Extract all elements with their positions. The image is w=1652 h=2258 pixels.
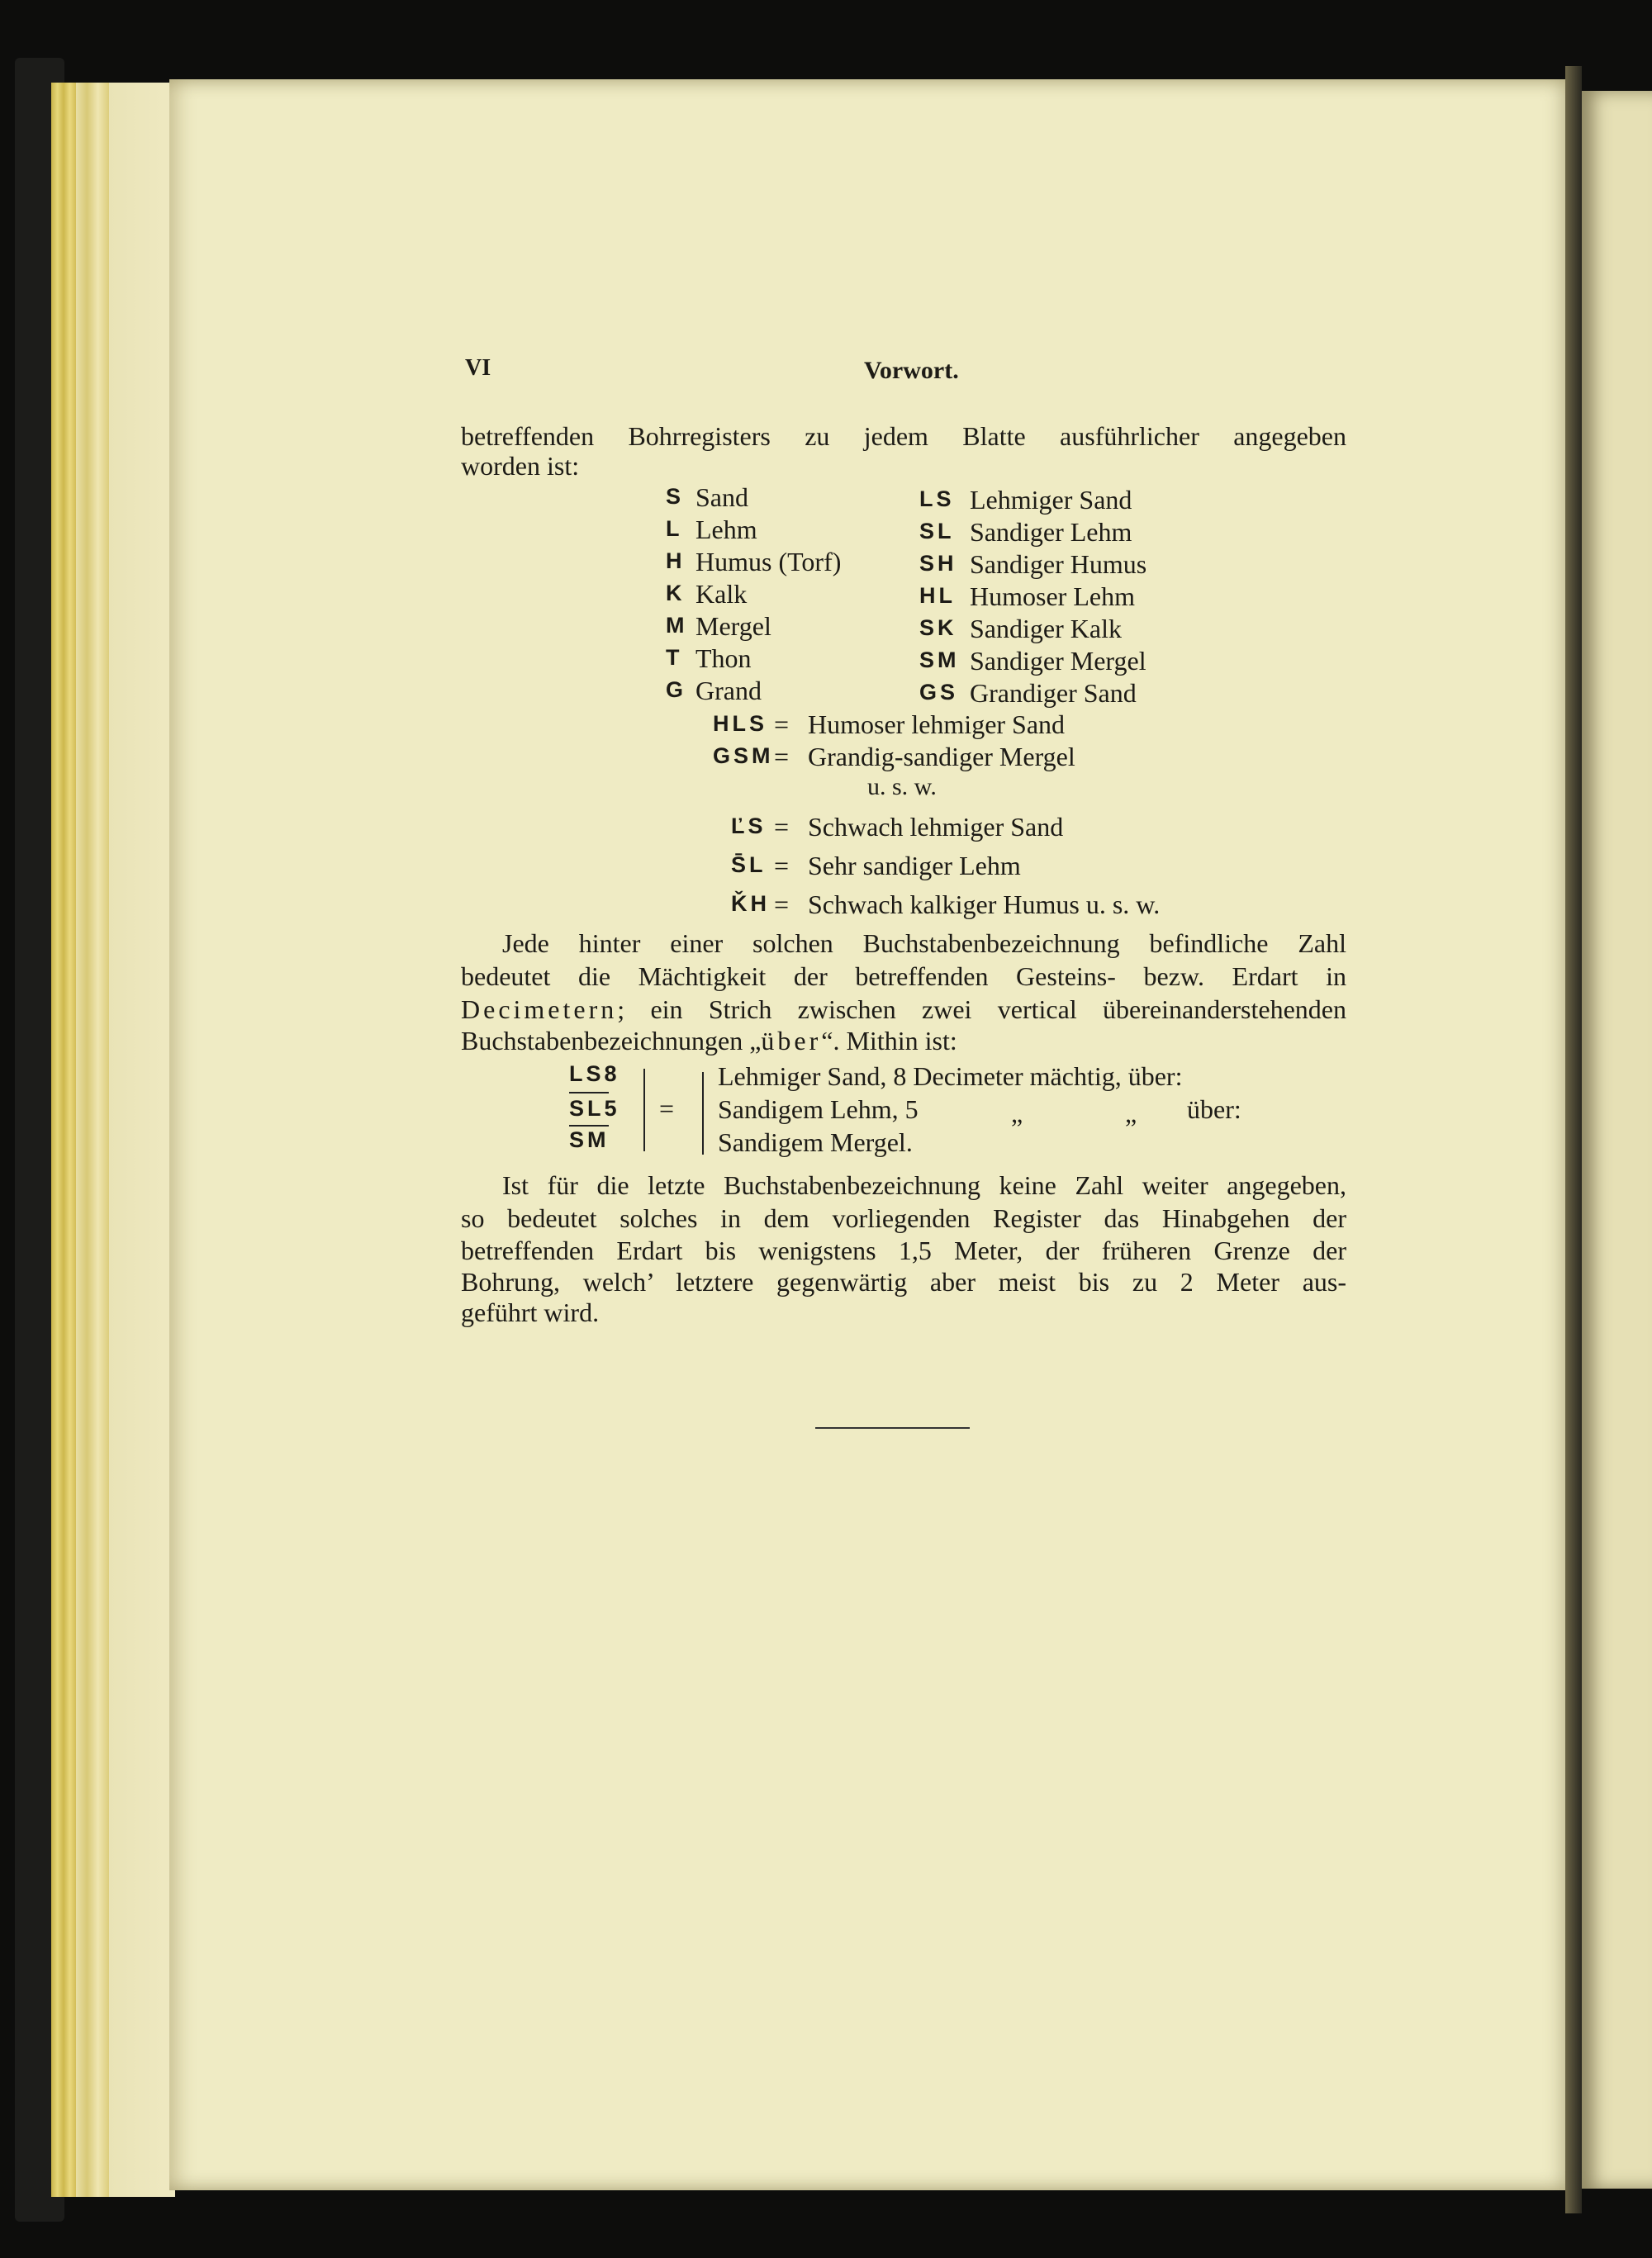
abbr-code: SL	[919, 519, 955, 543]
formula-divider	[569, 1125, 609, 1127]
text-line	[461, 996, 1346, 1022]
abbr-code: T	[666, 645, 683, 670]
formula-line: Sandigem Lehm, 5	[718, 1094, 919, 1124]
text-line: Bohrung, welch’ letztere gegenwärtig aber meist bis zu 2 Meter aus-	[461, 1267, 1346, 1297]
formula-code: SL5	[569, 1096, 620, 1121]
abbr-code: S	[666, 484, 685, 509]
next-page-edge	[1582, 91, 1652, 2189]
abbr-name: Sandiger Mergel	[970, 646, 1146, 676]
text-line	[461, 1027, 1346, 1054]
text-line-content: ; ein Strich zwischen zwei vertical übereinanderstehenden	[617, 994, 1346, 1024]
abbr-code: HL	[919, 583, 956, 608]
page-number: VI	[465, 355, 491, 381]
combo-eq: =	[774, 742, 790, 771]
text-line-content: Ist für die letzte Buchstabenbezeichnung keine Zahl weiter angegeben,	[502, 1170, 1346, 1200]
book-gutter	[1565, 66, 1582, 2213]
abbr-code: GS	[919, 680, 959, 704]
formula-divider	[569, 1092, 609, 1093]
text-line: bedeutet die Mächtigkeit der betreffenden Gesteins- bezw. Erdart in	[461, 961, 1346, 991]
combo-eq: =	[774, 709, 790, 739]
modifier-code: ǨH	[731, 891, 770, 916]
abbr-code: SK	[919, 615, 957, 640]
text-line-content: Buchstabenbezeichnungen „	[461, 1026, 762, 1055]
modifier-eq: =	[774, 889, 790, 919]
combo-name: Grandig-sandiger Mergel	[808, 742, 1075, 771]
abbr-name: Grandiger Sand	[970, 678, 1137, 708]
modifier-eq: =	[774, 812, 790, 842]
formula-code: SM	[569, 1127, 610, 1152]
page-stack-edge	[76, 83, 109, 2197]
abbr-name: Sandiger Humus	[970, 549, 1147, 579]
text-line-content: “. Mithin ist:	[821, 1026, 957, 1055]
abbr-name: Humus (Torf)	[695, 547, 842, 576]
abbr-name: Thon	[695, 643, 752, 673]
text-line: betreffenden Erdart bis wenigstens 1,5 Meter, der früheren Grenze der	[461, 1236, 1346, 1265]
emphasis-spaced: Decimetern	[461, 994, 618, 1024]
usw-text: u. s. w.	[867, 773, 937, 800]
modifier-name: Sehr sandiger Lehm	[808, 851, 1021, 880]
emphasis-spaced: über	[761, 1026, 822, 1055]
text-line: betreffenden Bohrregisters zu jedem Blatte ausführlicher angegeben	[461, 421, 1346, 451]
formula-code: LS8	[569, 1061, 620, 1086]
combo-name: Humoser lehmiger Sand	[808, 709, 1066, 739]
modifier-name: Schwach lehmiger Sand	[808, 812, 1064, 842]
combo-code: HLS	[713, 711, 767, 736]
abbr-name: Sandiger Lehm	[970, 517, 1132, 547]
modifier-eq: =	[774, 851, 790, 880]
abbr-code: H	[666, 548, 686, 573]
abbr-code: L	[666, 516, 683, 541]
abbr-code: SM	[919, 648, 960, 672]
page-title: Vorwort.	[864, 357, 959, 384]
abbr-code: G	[666, 677, 687, 702]
brace-right	[702, 1072, 704, 1155]
abbr-code: M	[666, 613, 688, 638]
modifier-name: Schwach kalkiger Humus u. s. w.	[808, 889, 1161, 919]
brace-left	[643, 1069, 645, 1151]
formula-line: Lehmiger Sand, 8 Decimeter mächtig, über:	[718, 1061, 1183, 1091]
section-end-rule	[815, 1427, 970, 1429]
text-line-content: Jede hinter einer solchen Buchstabenbezeichnung befindliche Zahl	[502, 928, 1346, 958]
text-line: geführt wird.	[461, 1297, 600, 1327]
abbr-name: Lehmiger Sand	[970, 485, 1132, 515]
abbr-name: Lehm	[695, 515, 757, 544]
abbr-code: LS	[919, 486, 955, 511]
text-line: worden ist:	[461, 451, 580, 481]
page-stack-edge	[109, 83, 175, 2197]
abbr-name: Sand	[695, 482, 748, 512]
formula-line: Sandigem Mergel.	[718, 1127, 913, 1157]
text-line: so bedeutet solches in dem vorliegenden Register das Hinabgehen der	[461, 1203, 1346, 1233]
formula-line-end: über:	[1187, 1094, 1241, 1124]
ditto-mark: „	[1011, 1098, 1023, 1128]
modifier-code: S̄L	[731, 852, 767, 877]
text-line	[461, 1172, 1346, 1198]
abbr-name: Humoser Lehm	[970, 581, 1135, 611]
combo-code: GSM	[713, 743, 774, 768]
abbr-name: Mergel	[695, 611, 771, 641]
modifier-code: ĽS	[731, 814, 767, 838]
abbr-code: K	[666, 581, 686, 605]
ditto-mark: „	[1125, 1098, 1137, 1128]
text-line	[461, 930, 1346, 956]
abbr-code: SH	[919, 551, 957, 576]
abbr-name: Sandiger Kalk	[970, 614, 1122, 643]
formula-eq: =	[659, 1093, 675, 1123]
abbr-name: Kalk	[695, 579, 748, 609]
abbr-name: Grand	[695, 676, 762, 705]
page-stack-edge	[51, 83, 76, 2197]
